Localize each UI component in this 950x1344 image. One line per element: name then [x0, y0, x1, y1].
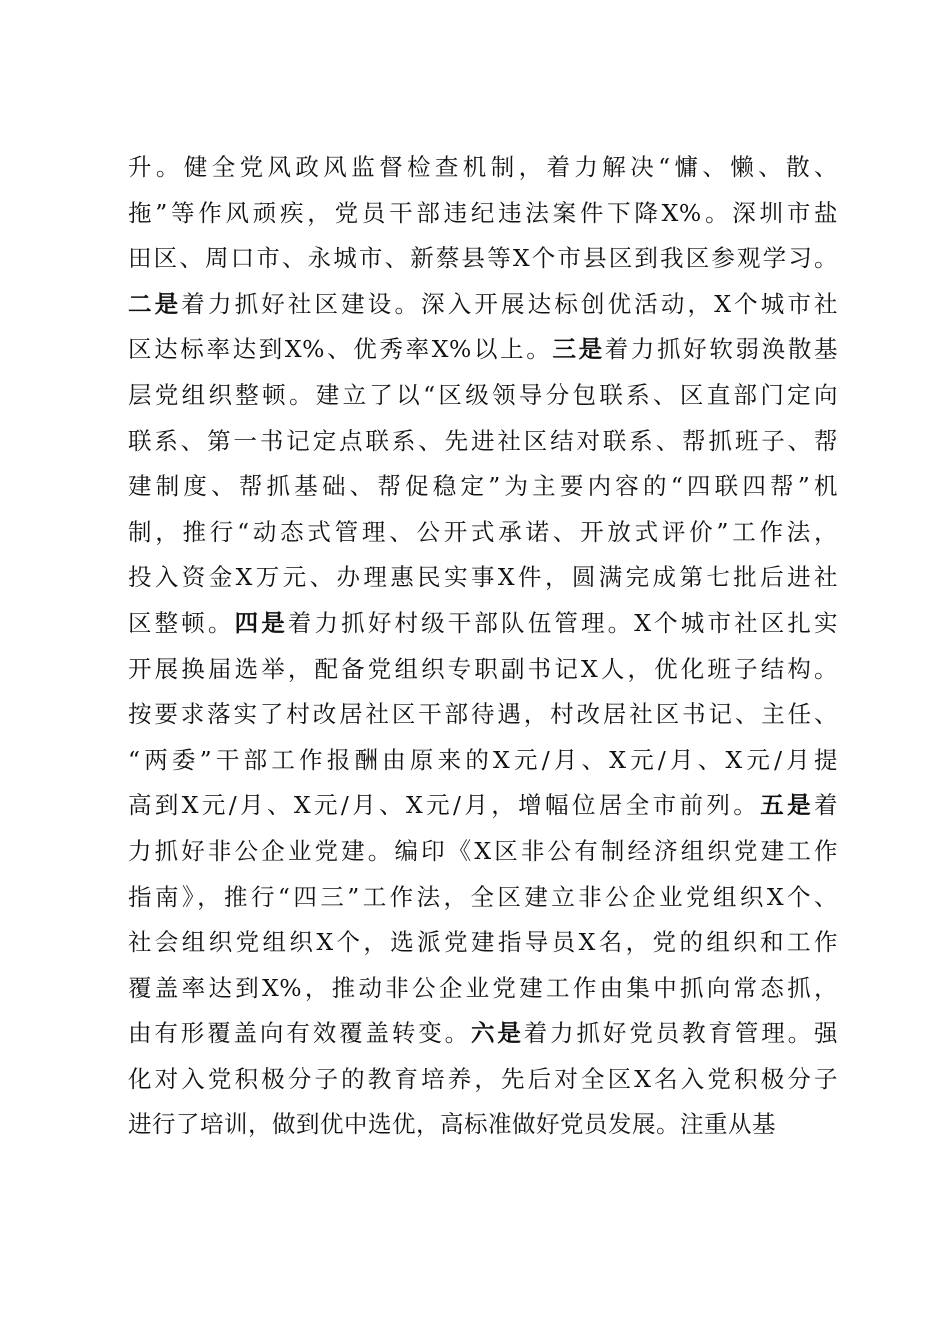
ordinal-heading: 五是 [760, 791, 814, 820]
text-line [128, 692, 838, 738]
text-line [128, 236, 838, 282]
text-segment: 区整顿。 [128, 608, 235, 637]
ordinal-heading: 三是 [552, 335, 605, 364]
text-segment: 着力抓好软弱涣散基 [604, 335, 839, 364]
body-paragraph [128, 145, 838, 1148]
text-line [128, 920, 838, 966]
text-line [128, 783, 838, 829]
text-segment: 按要求落实了村改居社区干部待遇，村改居社区书记、主任、 [128, 700, 838, 729]
text-segment: 层党组织整顿。建立了以“区级领导分包联系、区直部门定向 [128, 380, 838, 409]
text-segment: 化对入党积极分子的教育培养，先后对全区X名入党积极分子 [128, 1064, 838, 1093]
text-line [128, 1102, 838, 1148]
text-line [128, 510, 838, 556]
text-segment: 拖”等作风顽疾，党员干部违纪违法案件下降X%。深圳市盐 [128, 198, 838, 227]
text-line [128, 601, 838, 647]
text-segment: 高到X元/月、X元/月、X元/月，增幅位居全市前列。 [128, 791, 761, 820]
text-segment: 由有形覆盖向有效覆盖转变。 [128, 1019, 471, 1048]
text-segment: 进行了培训，做到优中选优，高标准做好党员发展。注重从基 [128, 1110, 776, 1139]
text-segment: 建制度、帮抓基础、帮促稳定”为主要内容的“四联四帮”机 [128, 472, 838, 501]
text-line [128, 373, 838, 419]
text-segment: “两委”干部工作报酬由原来的X元/月、X元/月、X元/月提 [128, 745, 838, 774]
text-segment: 社会组织党组织X个，选派党建指导员X名，党的组织和工作 [128, 928, 838, 957]
text-segment: 覆盖率达到X%，推动非公企业党建工作由集中抓向常态抓， [128, 973, 838, 1002]
text-segment: 制，推行“动态式管理、公开式承诺、开放式评价”工作法， [128, 517, 838, 546]
text-segment: 投入资金X万元、办理惠民实事X件，圆满完成第七批后进社 [128, 563, 838, 592]
text-line [128, 145, 838, 191]
text-segment: 联系、第一书记定点联系、先进社区结对联系、帮抓班子、帮 [128, 426, 838, 455]
text-segment: 指南》，推行“四三”工作法，全区建立非公企业党组织X个、 [128, 882, 838, 911]
text-segment: 开展换届选举，配备党组织专职副书记X人，优化班子结构。 [128, 654, 838, 683]
text-line [128, 875, 838, 921]
text-line [128, 966, 838, 1012]
ordinal-heading: 二是 [128, 289, 182, 318]
text-segment: 着力抓好党员教育管理。强 [523, 1019, 839, 1048]
text-line [128, 555, 838, 601]
text-segment: 田区、周口市、永城市、新蔡县等X个市县区到我区参观学习。 [128, 244, 838, 273]
text-line [128, 191, 838, 237]
ordinal-heading: 六是 [471, 1019, 524, 1048]
text-line [128, 282, 838, 328]
text-segment: 区达标率达到X%、优秀率X%以上。 [128, 335, 553, 364]
ordinal-heading: 四是 [234, 608, 288, 637]
text-line [128, 647, 838, 693]
text-line [128, 419, 838, 465]
text-segment: 着 [814, 791, 838, 820]
text-segment: 着力抓好社区建设。深入开展达标创优活动，X个城市社 [181, 289, 839, 318]
text-line [128, 1057, 838, 1103]
text-segment: 升。健全党风政风监督检查机制，着力解决“慵、懒、散、 [128, 153, 838, 181]
text-segment: 力抓好非公企业党建。编印《X区非公有制经济组织党建工作 [128, 836, 838, 865]
text-line [128, 327, 838, 373]
text-line [128, 829, 838, 875]
text-line [128, 464, 838, 510]
text-line [128, 1011, 838, 1057]
text-line [128, 738, 838, 784]
text-segment: 着力抓好村级干部队伍管理。X个城市社区扎实 [287, 608, 839, 637]
